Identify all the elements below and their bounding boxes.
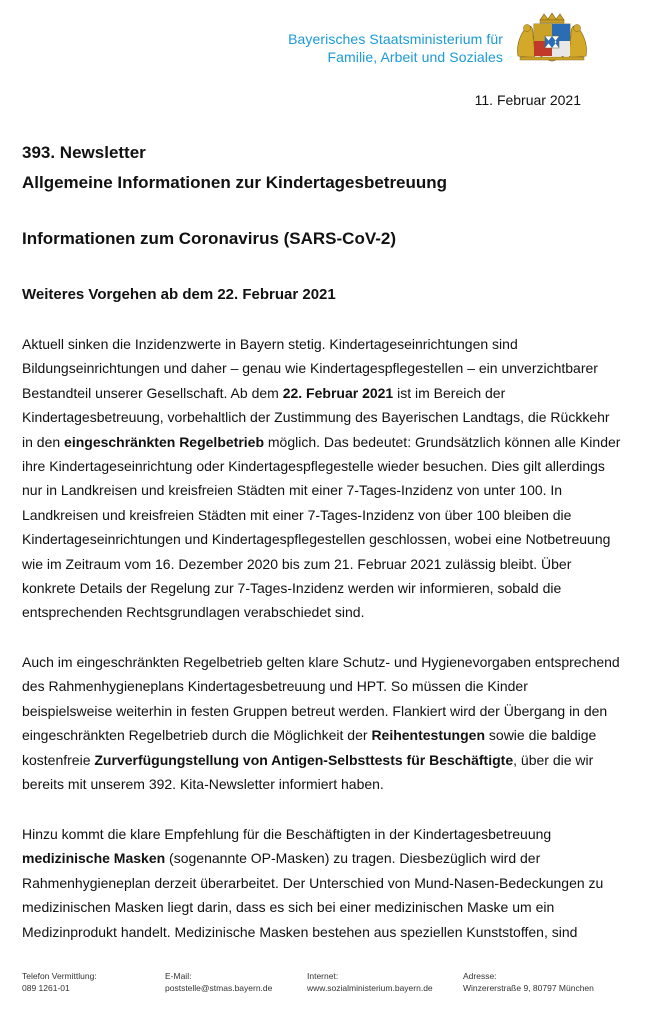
paragraph-1-bold-regelbetrieb: eingeschränkten Regelbetrieb — [64, 433, 264, 450]
paragraph-2-text-c: , über die wir bereits mit unserem 392. Kita-Newsletter informiert haben. — [22, 751, 594, 793]
footer-address-label: Adresse: — [463, 971, 497, 981]
ministry-name-line1: Bayerisches Staatsministerium für — [288, 31, 503, 47]
footer-email-value[interactable]: poststelle@stmas.bayern.de — [165, 983, 273, 993]
page-footer — [0, 970, 659, 1000]
paragraph-3-bold-masken: medizinische Masken — [22, 850, 166, 867]
section-heading: Weiteres Vorgehen ab dem 22. Februar 2021 — [22, 286, 336, 303]
paragraph-3 — [22, 822, 622, 944]
paragraph-3-text-b: (sogenannte OP-Masken) zu tragen. Diesbezüglich wird der Rahmenhygieneplan derzeit überarbeitet. Der Unterschied von Mund-Nasen-Bedeckungen zu medizinischen Masken liegt darin, dass es sich bei einer medizinischen Maske um ein Medizinprodukt handelt. Medizinische Masken bestehen aus speziellen Kunststoffen, sind — [22, 850, 604, 940]
ministry-name-line2: Familie, Arbeit und Soziales — [327, 49, 503, 65]
paragraph-2 — [22, 650, 622, 796]
paragraph-2-bold-selbsttests: Zurverfügungstellung von Antigen-Selbsttests für Beschäftigte — [94, 751, 514, 768]
footer-phone-label: Telefon Vermittlung: — [22, 971, 97, 981]
paragraph-3-text-a: Hinzu kommt die klare Empfehlung für die Beschäftigten in der Kindertagesbetreuung — [22, 826, 552, 842]
paragraph-2-text-a: Auch im eingeschränkten Regelbetrieb gelten klare Schutz- und Hygienevorgaben entsprechend des Rahmenhygieneplans Kindertagesbetreuung und HPT. So müssen die Kinder beispielsweise weiterhin in festen Gruppen betreut werden. Flankiert wird der Übergang in den eingeschränkten Regelbetrieb durch die Möglichkeit der — [22, 654, 620, 744]
paragraph-1-text-c: möglich. Das bedeutet: Grundsätzlich können alle Kinder ihre Kindertageseinrichtung oder Kindertagespflegestelle wieder besuchen. Dies gilt allerdings nur in Landkreisen und kreisfreien Städten mit einer 7-Tages-Inzidenz von unter 100. In Landkreisen und kreisfreien Städten mit einer 7-Tages-Inzidenz von über 100 bleiben die Kindertageseinrichtungen und Kindertagespflegestellen geschlossen, wobei eine Notbetreuung wie im Zeitraum vom 16. Dezember 2020 bis zum 21. Februar 2021 zulässig bleibt. Über konkrete Details der Regelung zur 7-Tages-Inzidenz werden wir informieren, sobald die entsprechenden Rechtsgrundlagen verabschiedet sind. — [22, 433, 621, 621]
paragraph-2-text-b: sowie die baldige kostenfreie — [22, 727, 597, 768]
footer-internet — [307, 970, 433, 994]
document-date: 11. Februar 2021 — [474, 92, 581, 108]
footer-internet-value[interactable]: www.sozialministerium.bayern.de — [307, 983, 433, 993]
bavarian-coat-of-arms-icon — [514, 12, 590, 62]
footer-phone-value: 089 1261-01 — [22, 983, 70, 993]
paragraph-2-bold-reihentestungen: Reihentestungen — [371, 727, 486, 744]
footer-email-label: E-Mail: — [165, 971, 192, 981]
newsletter-subtitle: Informationen zum Coronavirus (SARS-CoV-2) — [22, 229, 397, 248]
footer-address — [463, 970, 594, 994]
paragraph-1-text-b: ist im Bereich der Kindertagesbetreuung, vorbehaltlich der Zustimmung des Bayerischen Landtags, die Rückkehr in den — [22, 384, 610, 450]
newsletter-number: 393. Newsletter — [22, 143, 146, 162]
footer-address-value: Winzererstraße 9, 80797 München — [463, 983, 594, 993]
footer-phone — [22, 970, 97, 994]
paragraph-1 — [22, 332, 622, 625]
footer-email — [165, 970, 272, 994]
paragraph-1-text-a: Aktuell sinken die Inzidenzwerte in Bayern stetig. Kindertageseinrichtungen sind Bildungseinrichtungen und daher – genau wie Kindertagespflegestellen – ein unverzichtbarer Bestandteil unserer Gesellschaft. Ab dem — [22, 336, 598, 401]
footer-internet-label: Internet: — [307, 971, 339, 981]
ministry-name — [288, 30, 503, 66]
newsletter-title: Allgemeine Informationen zur Kindertagesbetreuung — [22, 173, 448, 192]
paragraph-1-bold-date: 22. Februar 2021 — [282, 384, 394, 401]
